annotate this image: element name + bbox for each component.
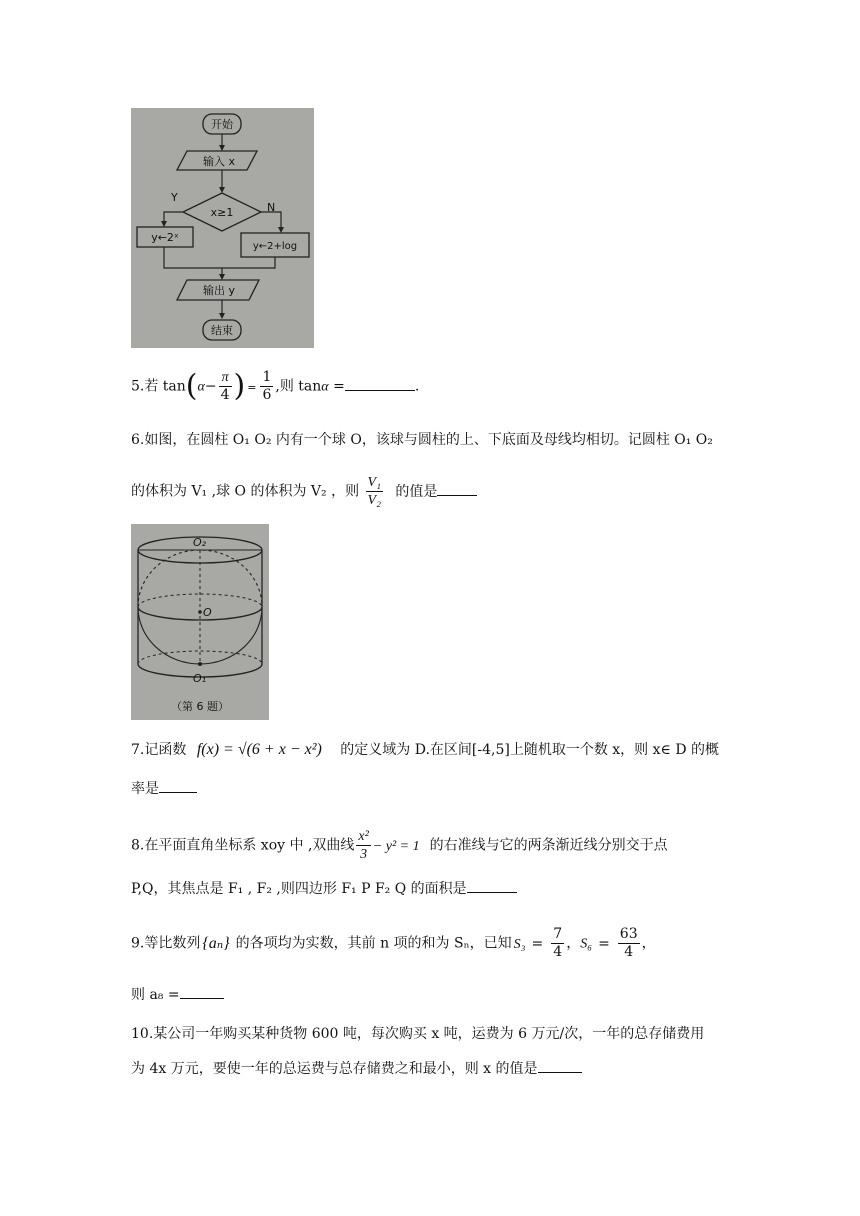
flowchart-start-text: 开始 [211, 118, 233, 131]
cylinder-o1-label: O₁ [193, 672, 207, 685]
q10-answer-blank[interactable] [538, 1058, 582, 1073]
flowchart-no-branch-text: y←2+log [252, 241, 298, 252]
q8-answer-blank[interactable] [467, 878, 517, 893]
q5-answer-blank[interactable] [345, 376, 415, 391]
q5-middle: ,则 tan [275, 378, 322, 395]
q7-answer-blank[interactable] [159, 778, 197, 793]
q9-answer-blank[interactable] [180, 984, 224, 999]
question-6-line1: 6.如图，在圆柱 O₁ O₂ 内有一个球 O，该球与圆柱的上、下底面及母线均相切。记圆柱 O₁ O₂ [131, 432, 713, 448]
question-6-line2: 的体积为 V₁ ,球 O 的体积为 V₂ ，则 $\frac{\text{V₁}}{\text{V₂}}$ 的值是 [131, 474, 477, 509]
question-8-line1: 8.在平面直角坐标系 xoy 中 ,双曲线 $\frac{\text{x²}}{3}$ − y² = 1 的右准线与它的两条渐近线分别交于点 [131, 829, 668, 862]
q5-alpha: α [197, 379, 205, 395]
q6-answer-blank[interactable] [437, 481, 477, 496]
flowchart-yes-label: Y [171, 191, 178, 204]
cylinder-figure [131, 524, 269, 720]
q5-prefix: 5.若 tan [131, 378, 186, 395]
question-10-line1: 10.某公司一年购买某种货物 600 吨，每次购买 x 吨，运费为 6 万元/次，一年的总存储费用 [131, 1026, 705, 1042]
q8-x2-over-3: $\frac{\text{x²}}{3}$ [358, 829, 369, 862]
flowchart-condition-text: x≥1 [210, 206, 234, 219]
question-10-line2: 为 4x 万元，要使一年的总运费与总存储费之和最小，则 x 的值是 [131, 1058, 582, 1079]
q5-left-paren: ( [185, 368, 198, 404]
q9-sequence: {aₙ} [202, 934, 230, 952]
flowchart-output-text: 输出 y [202, 284, 236, 297]
q5-right-paren: ) [233, 368, 246, 404]
q5-one-sixth: $\frac{1}{6}$ [262, 369, 272, 403]
q9-sixtythree-fourths: $\frac{63}{4}$ [619, 926, 638, 960]
q5-equals: = [247, 380, 257, 394]
question-9-line2: 则 a₈ = [131, 984, 224, 1005]
cylinder-o-label: O [203, 606, 212, 619]
q5-minus: − [204, 378, 217, 395]
question-7-line2: 率是 [131, 778, 197, 799]
question-8-line2: P,Q，其焦点是 F₁ , F₂ ,则四边形 F₁ P F₂ Q 的面积是 [131, 878, 517, 899]
q9-seven-fourths: $\frac{7}{4}$ [553, 926, 563, 960]
flowchart-no-label: N [267, 201, 276, 214]
q5-pi-over-4: $\frac{\pi}{4}$ [220, 370, 230, 403]
cylinder-caption: （第 6 题） [171, 700, 229, 713]
question-9-line1: 9.等比数列 {aₙ} 的各项均为实数，其前 n 项的和为 Sₙ，已知 S₃ = $\frac{7}{4}$ ，S₆ = $\frac{63}{4}$ ， [131, 926, 656, 960]
q7-formula: f(x) = √(6 + x − x²) [196, 741, 322, 758]
flowchart-yes-branch-text: y←2ˣ [151, 231, 179, 244]
flowchart-end-text: 结束 [211, 324, 233, 337]
cylinder-o2-label: O₂ [193, 536, 207, 549]
question-7-line1: 7.记函数 f(x) = √(6 + x − x²) 的定义域为 D.在区间[-4,5]上随机取一个数 x，则 x∈ D 的概 [131, 741, 720, 758]
q6-v1-over-v2: $\frac{\text{V₁}}{\text{V₂}}$ [367, 475, 381, 508]
flowchart-figure [131, 108, 314, 348]
flowchart-input-text: 输入 x [202, 155, 236, 168]
question-5: 5.若 tan(α− $\frac{\pi}{4}$ ) = $\frac{1}{6}$ ,则 tanα = . [131, 368, 420, 404]
